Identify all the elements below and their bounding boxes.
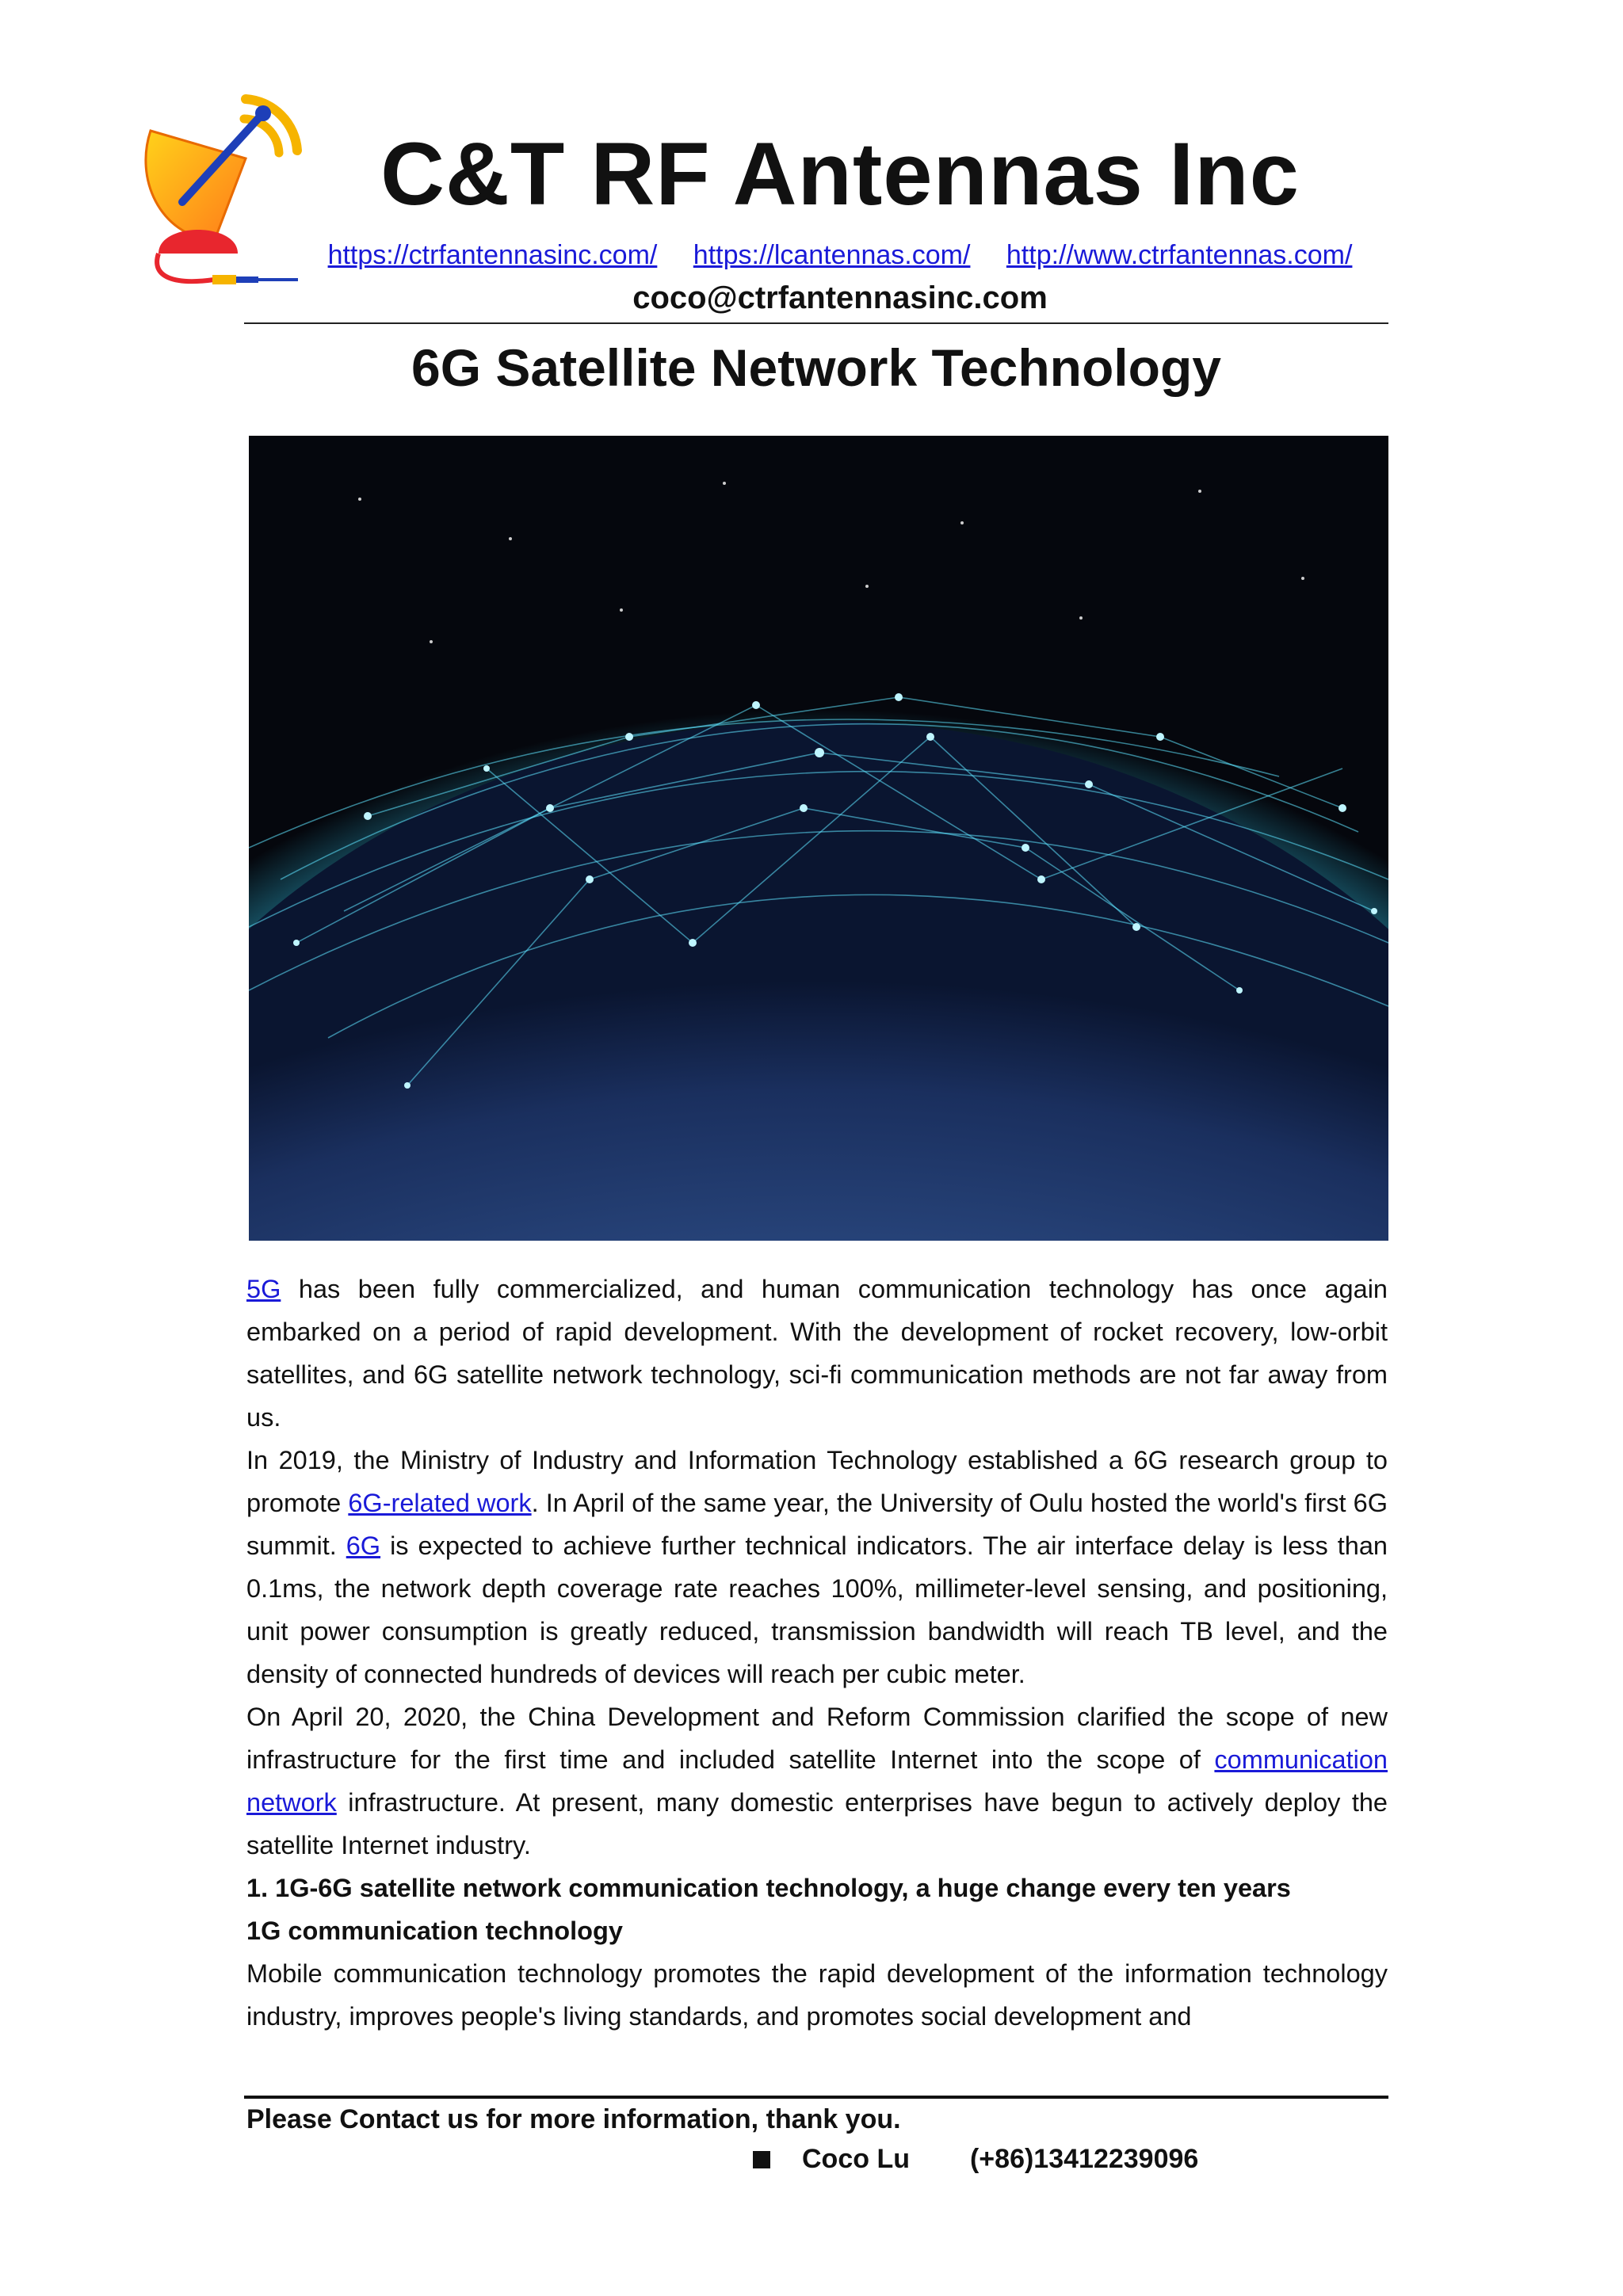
footer-contact: [753, 2144, 1198, 2175]
company-name: C&T RF Antennas Inc: [380, 124, 1300, 223]
section-heading: 1. 1G-6G satellite network communication technology, a huge change every ten years: [246, 1874, 1291, 1902]
earth-network-image: [249, 436, 1388, 1241]
subsection-heading: 1G communication technology: [246, 1917, 623, 1945]
link-6g[interactable]: 6G: [346, 1531, 381, 1560]
contact-email: coco@ctrfantennasinc.com: [632, 280, 1048, 315]
link-5g[interactable]: 5G: [246, 1275, 281, 1303]
header-links: [238, 239, 1442, 272]
contact-phone: (+86)13412239096: [969, 2144, 1199, 2174]
footer-note: Please Contact us for more information, thank you.: [246, 2104, 901, 2134]
paragraph-1: 5G has been fully commercialized, and human communication technology has once again embarked on a period of rapid development. With the development of rocket recovery, low-orbit satellites, and 6G satellite network technology, sci-fi communication methods are not far away from us.: [246, 1275, 1388, 1432]
document-title: 6G Satellite Network Technology: [411, 338, 1221, 397]
article-body: [246, 1268, 1388, 2038]
contact-name: Coco Lu: [802, 2144, 910, 2174]
paragraph-2: In 2019, the Ministry of Industry and Information Technology established a 6G research group to promote 6G-related work. In April of the same year, the University of Oulu hosted the world's first 6G summit. 6G is expected to achieve further technical indicators. The air interface delay is less than 0.1ms, the network depth coverage rate reaches 100%, millimeter-level sensing, and positioning, unit power consumption is greatly reduced, transmission bandwidth will reach TB level, and the density of connected hundreds of devices will reach per cubic meter.: [246, 1446, 1388, 1688]
header-divider: [244, 322, 1388, 324]
paragraph-3: On April 20, 2020, the China Development and Reform Commission clarified the scope of new infrastructure for the first time and included satellite Internet into the scope of communication network infrastructure. At present, many domestic enterprises have begun to actively deploy the satellite Internet industry.: [246, 1703, 1388, 1859]
paragraph-4: Mobile communication technology promotes the rapid development of the information technology industry, improves people's living standards, and promotes social development and: [246, 1959, 1388, 2031]
link-6g-related-work[interactable]: 6G-related work: [348, 1489, 532, 1517]
link-ctrfantennas[interactable]: http://www.ctrfantennas.com/: [1006, 240, 1353, 270]
bullet-square-icon: [753, 2151, 770, 2168]
link-ctrfantennasinc[interactable]: https://ctrfantennasinc.com/: [327, 240, 658, 270]
footer-divider: [244, 2096, 1388, 2099]
link-communication-network[interactable]: communication network: [246, 1745, 1388, 1817]
link-lcantennas[interactable]: https://lcantennas.com/: [693, 240, 971, 270]
